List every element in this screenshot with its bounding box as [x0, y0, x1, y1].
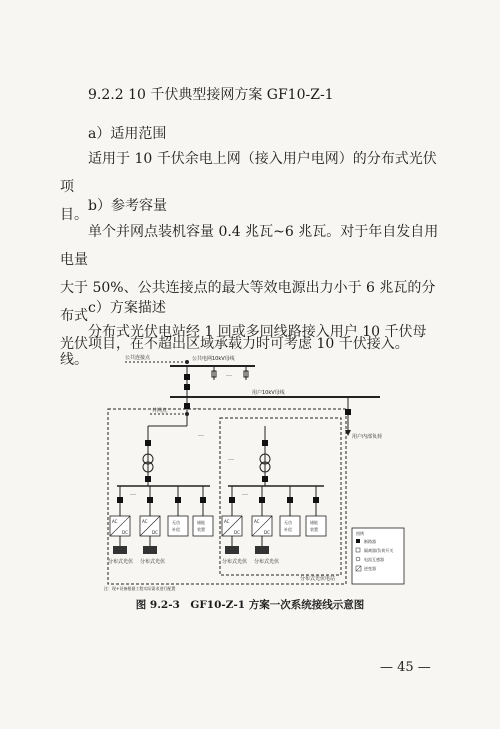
paragraph-a-line-2: 目。	[60, 207, 88, 223]
storage-label-2b: 装置	[310, 527, 318, 532]
user-load-breaker	[345, 409, 351, 415]
pv-label-4: 分布式光伏	[254, 559, 280, 565]
legend-item-2: 隔离器/负荷开关	[364, 548, 394, 553]
user-bus-label: 用户10kV母线	[252, 390, 285, 396]
pv-label-1: 分布式光伏	[108, 559, 134, 565]
group-ellipsis-2: …	[228, 455, 234, 462]
dc-label-4: DC	[264, 530, 270, 535]
legend-item-1: 断路器	[364, 539, 376, 544]
legend-item-3: 电流互感器	[364, 557, 384, 562]
right-breaker	[262, 440, 268, 446]
ac-label-2: AC	[142, 519, 148, 524]
group-ellipsis: …	[198, 431, 204, 438]
storage-label-1b: 装置	[197, 527, 205, 532]
diagram-note: 注：现+设备根据工程实际需求进行配置	[104, 586, 176, 591]
paragraph-b-line-3: 光伏项目，在不超出区域承载力时可考虑 10 千伏接入。	[60, 336, 409, 352]
storage-label-2a: 储能	[310, 520, 318, 525]
grid-point-label: 并网点	[152, 408, 168, 414]
public-grid-label: 公共电网10kV母线	[192, 356, 235, 362]
right-branch-ellipsis: …	[242, 490, 248, 497]
paragraph-b-line-1: 单个并网点装机容量 0.4 兆瓦~6 兆瓦。对于年自发自用电量	[60, 224, 439, 268]
paragraph-a-line-1: 适用于 10 千伏余电上网（接入用户电网）的分布式光伏项	[60, 151, 437, 195]
pv-label-3: 分布式光伏	[222, 559, 248, 565]
bus-ellipsis: …	[194, 404, 200, 411]
paragraph-b-line-2: 大于 50%、公共连接点的最大等效电源出力小于 6 兆瓦的分布式	[60, 280, 436, 324]
reactive-label-1a: 无功	[172, 520, 180, 525]
user-load-label: 用户内部负荷	[352, 434, 383, 440]
storage-label-1a: 储能	[197, 520, 205, 525]
left-breaker-low	[145, 476, 151, 482]
reactive-label-2b: 补偿	[284, 527, 292, 532]
legend-item-4: 逆变器	[364, 566, 376, 571]
dc-label-3: DC	[234, 530, 240, 535]
grid-point-dot	[185, 412, 189, 416]
left-breaker	[145, 440, 151, 446]
public-point-label: 公共连接点	[125, 355, 151, 361]
subsection-c-title: c）方案描述	[88, 300, 166, 316]
right-breaker-low	[262, 476, 268, 482]
public-point-dot	[185, 360, 189, 364]
pv-panel-icons	[113, 546, 269, 554]
ac-label-3: AC	[224, 519, 230, 524]
public-ellipsis: …	[226, 371, 232, 378]
subsection-b-title: b）参考容量	[88, 198, 167, 214]
dc-label-1: DC	[122, 530, 128, 535]
pv-label-2: 分布式光伏	[140, 559, 166, 565]
reactive-label-2a: 无功	[284, 520, 292, 525]
station-label: 分布式光伏电站	[300, 576, 336, 582]
left-branch-ellipsis: …	[130, 490, 136, 497]
dc-label-2: DC	[152, 530, 158, 535]
reactive-label-1b: 补偿	[172, 527, 180, 532]
paragraph-c-line-1: 分布式光伏电站经 1 回或多回线路接入用户 10 千伏母线。	[60, 324, 427, 368]
ac-label-4: AC	[254, 519, 260, 524]
ac-label-1: AC	[112, 519, 118, 524]
legend-box	[352, 528, 404, 584]
legend-title: 图例	[356, 531, 364, 536]
page-number: — 45 —	[380, 660, 431, 675]
figure-caption: 图 9.2-3 GF10-Z-1 方案一次系统接线示意图	[135, 599, 365, 611]
section-heading: 9.2.2 10 千伏典型接网方案 GF10-Z-1	[88, 87, 334, 103]
subsection-a-title: a）适用范围	[88, 126, 167, 142]
